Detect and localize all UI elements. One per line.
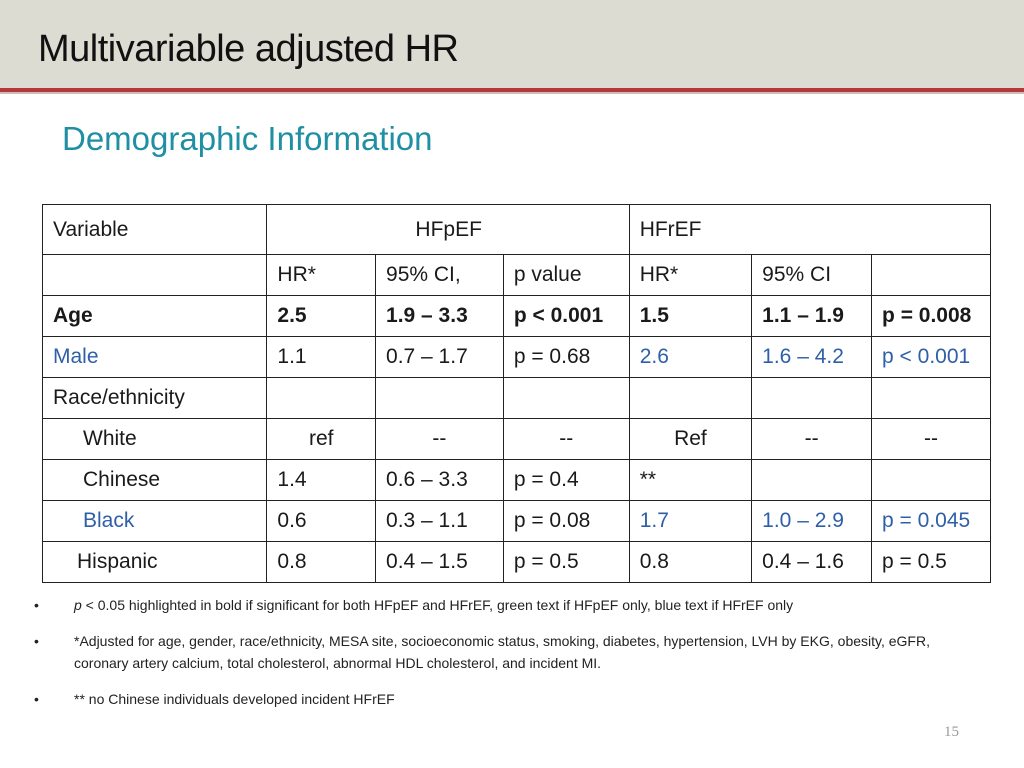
cell-ci-hfref: -- [752, 419, 872, 460]
cell-ci-hfpef [376, 378, 504, 419]
cell-hr-hfref: 1.5 [629, 296, 751, 337]
table-header-row [43, 205, 991, 255]
subheader-hr-hfref: HR* [629, 255, 751, 296]
cell-ci-hfpef: 1.9 – 3.3 [376, 296, 504, 337]
cell-p-hfpef [503, 378, 629, 419]
row-label: Hispanic [43, 542, 267, 583]
cell-hr-hfpef: 1.1 [267, 337, 376, 378]
row-label: Black [43, 501, 267, 542]
cell-hr-hfref: 2.6 [629, 337, 751, 378]
cell-hr-hfref: ** [629, 460, 751, 501]
table-row-age [43, 296, 991, 337]
cell-ci-hfpef: 0.4 – 1.5 [376, 542, 504, 583]
cell-hr-hfpef: 2.5 [267, 296, 376, 337]
cell-ci-hfpef: 0.7 – 1.7 [376, 337, 504, 378]
footnote-adjustment-text: *Adjusted for age, gender, race/ethnicity, MESA site, socioeconomic status, smoking, diabetes, hypertension, LVH by EKG, obesity, eGFR, coronary artery calcium, total cholesterol, abnormal HDL cholesterol, and incident MI. [74, 633, 930, 671]
subheader-ci-hfref: 95% CI [752, 255, 872, 296]
cell-hr-hfpef: ref [267, 419, 376, 460]
title-divider-shadow [0, 92, 1024, 94]
bullet-icon: • [34, 597, 39, 613]
cell-p-hfpef: p < 0.001 [503, 296, 629, 337]
table-row-white [43, 419, 991, 460]
slide-subtitle: Demographic Information [62, 120, 433, 157]
footnotes [34, 594, 934, 724]
row-label: White [43, 419, 267, 460]
cell-hr-hfref [629, 378, 751, 419]
cell-p-hfref: p < 0.001 [872, 337, 991, 378]
bullet-icon: • [34, 633, 39, 649]
table-row-hispanic [43, 542, 991, 583]
table-subheader-row [43, 255, 991, 296]
cell-hr-hfpef: 0.8 [267, 542, 376, 583]
cell-p-hfref: -- [872, 419, 991, 460]
cell-ci-hfref: 1.1 – 1.9 [752, 296, 872, 337]
header-hfpef: HFpEF [267, 205, 629, 255]
hr-table [42, 204, 991, 583]
cell-p-hfref [872, 460, 991, 501]
cell-p-hfref: p = 0.045 [872, 501, 991, 542]
subheader-p-hfpef: p value [503, 255, 629, 296]
table-row-chinese [43, 460, 991, 501]
header-hfref: HFrEF [629, 205, 990, 255]
subheader-ci-hfpef: 95% CI, [376, 255, 504, 296]
cell-hr-hfref: Ref [629, 419, 751, 460]
table-row-male [43, 337, 991, 378]
footnote-adjustment [34, 630, 934, 674]
cell-p-hfpef: -- [503, 419, 629, 460]
footnote-chinese [34, 688, 934, 710]
cell-ci-hfref [752, 460, 872, 501]
cell-p-hfref: p = 0.5 [872, 542, 991, 583]
cell-p-hfpef: p = 0.08 [503, 501, 629, 542]
footnote-chinese-text: ** no Chinese individuals developed incident HFrEF [74, 691, 395, 707]
cell-p-hfpef: p = 0.5 [503, 542, 629, 583]
footnote-significance-text: < 0.05 highlighted in bold if significant for both HFpEF and HFrEF, green text if HFpEF only, blue text if HFrEF only [81, 597, 794, 613]
row-label: Male [43, 337, 267, 378]
cell-hr-hfref: 1.7 [629, 501, 751, 542]
cell-hr-hfpef: 0.6 [267, 501, 376, 542]
cell-p-hfref [872, 378, 991, 419]
cell-ci-hfref [752, 378, 872, 419]
header-variable: Variable [43, 205, 267, 255]
cell-hr-hfref: 0.8 [629, 542, 751, 583]
cell-ci-hfref: 1.6 – 4.2 [752, 337, 872, 378]
slide-title: Multivariable adjusted HR [38, 28, 459, 70]
cell-ci-hfpef: -- [376, 419, 504, 460]
cell-p-hfpef: p = 0.4 [503, 460, 629, 501]
row-label: Chinese [43, 460, 267, 501]
subheader-hr-hfpef: HR* [267, 255, 376, 296]
footnote-significance [34, 594, 934, 616]
cell-ci-hfref: 0.4 – 1.6 [752, 542, 872, 583]
cell-ci-hfpef: 0.3 – 1.1 [376, 501, 504, 542]
subheader-p-hfref [872, 255, 991, 296]
cell-ci-hfpef: 0.6 – 3.3 [376, 460, 504, 501]
cell-p-hfpef: p = 0.68 [503, 337, 629, 378]
cell-hr-hfpef: 1.4 [267, 460, 376, 501]
cell-p-hfref: p = 0.008 [872, 296, 991, 337]
row-label: Age [43, 296, 267, 337]
subheader-empty [43, 255, 267, 296]
table-row-race [43, 378, 991, 419]
row-label: Race/ethnicity [43, 378, 267, 419]
bullet-icon: • [34, 691, 39, 707]
cell-hr-hfpef [267, 378, 376, 419]
footnote-p-symbol: p [74, 597, 82, 613]
cell-ci-hfref: 1.0 – 2.9 [752, 501, 872, 542]
page-number: 15 [944, 724, 959, 740]
table-row-black [43, 501, 991, 542]
